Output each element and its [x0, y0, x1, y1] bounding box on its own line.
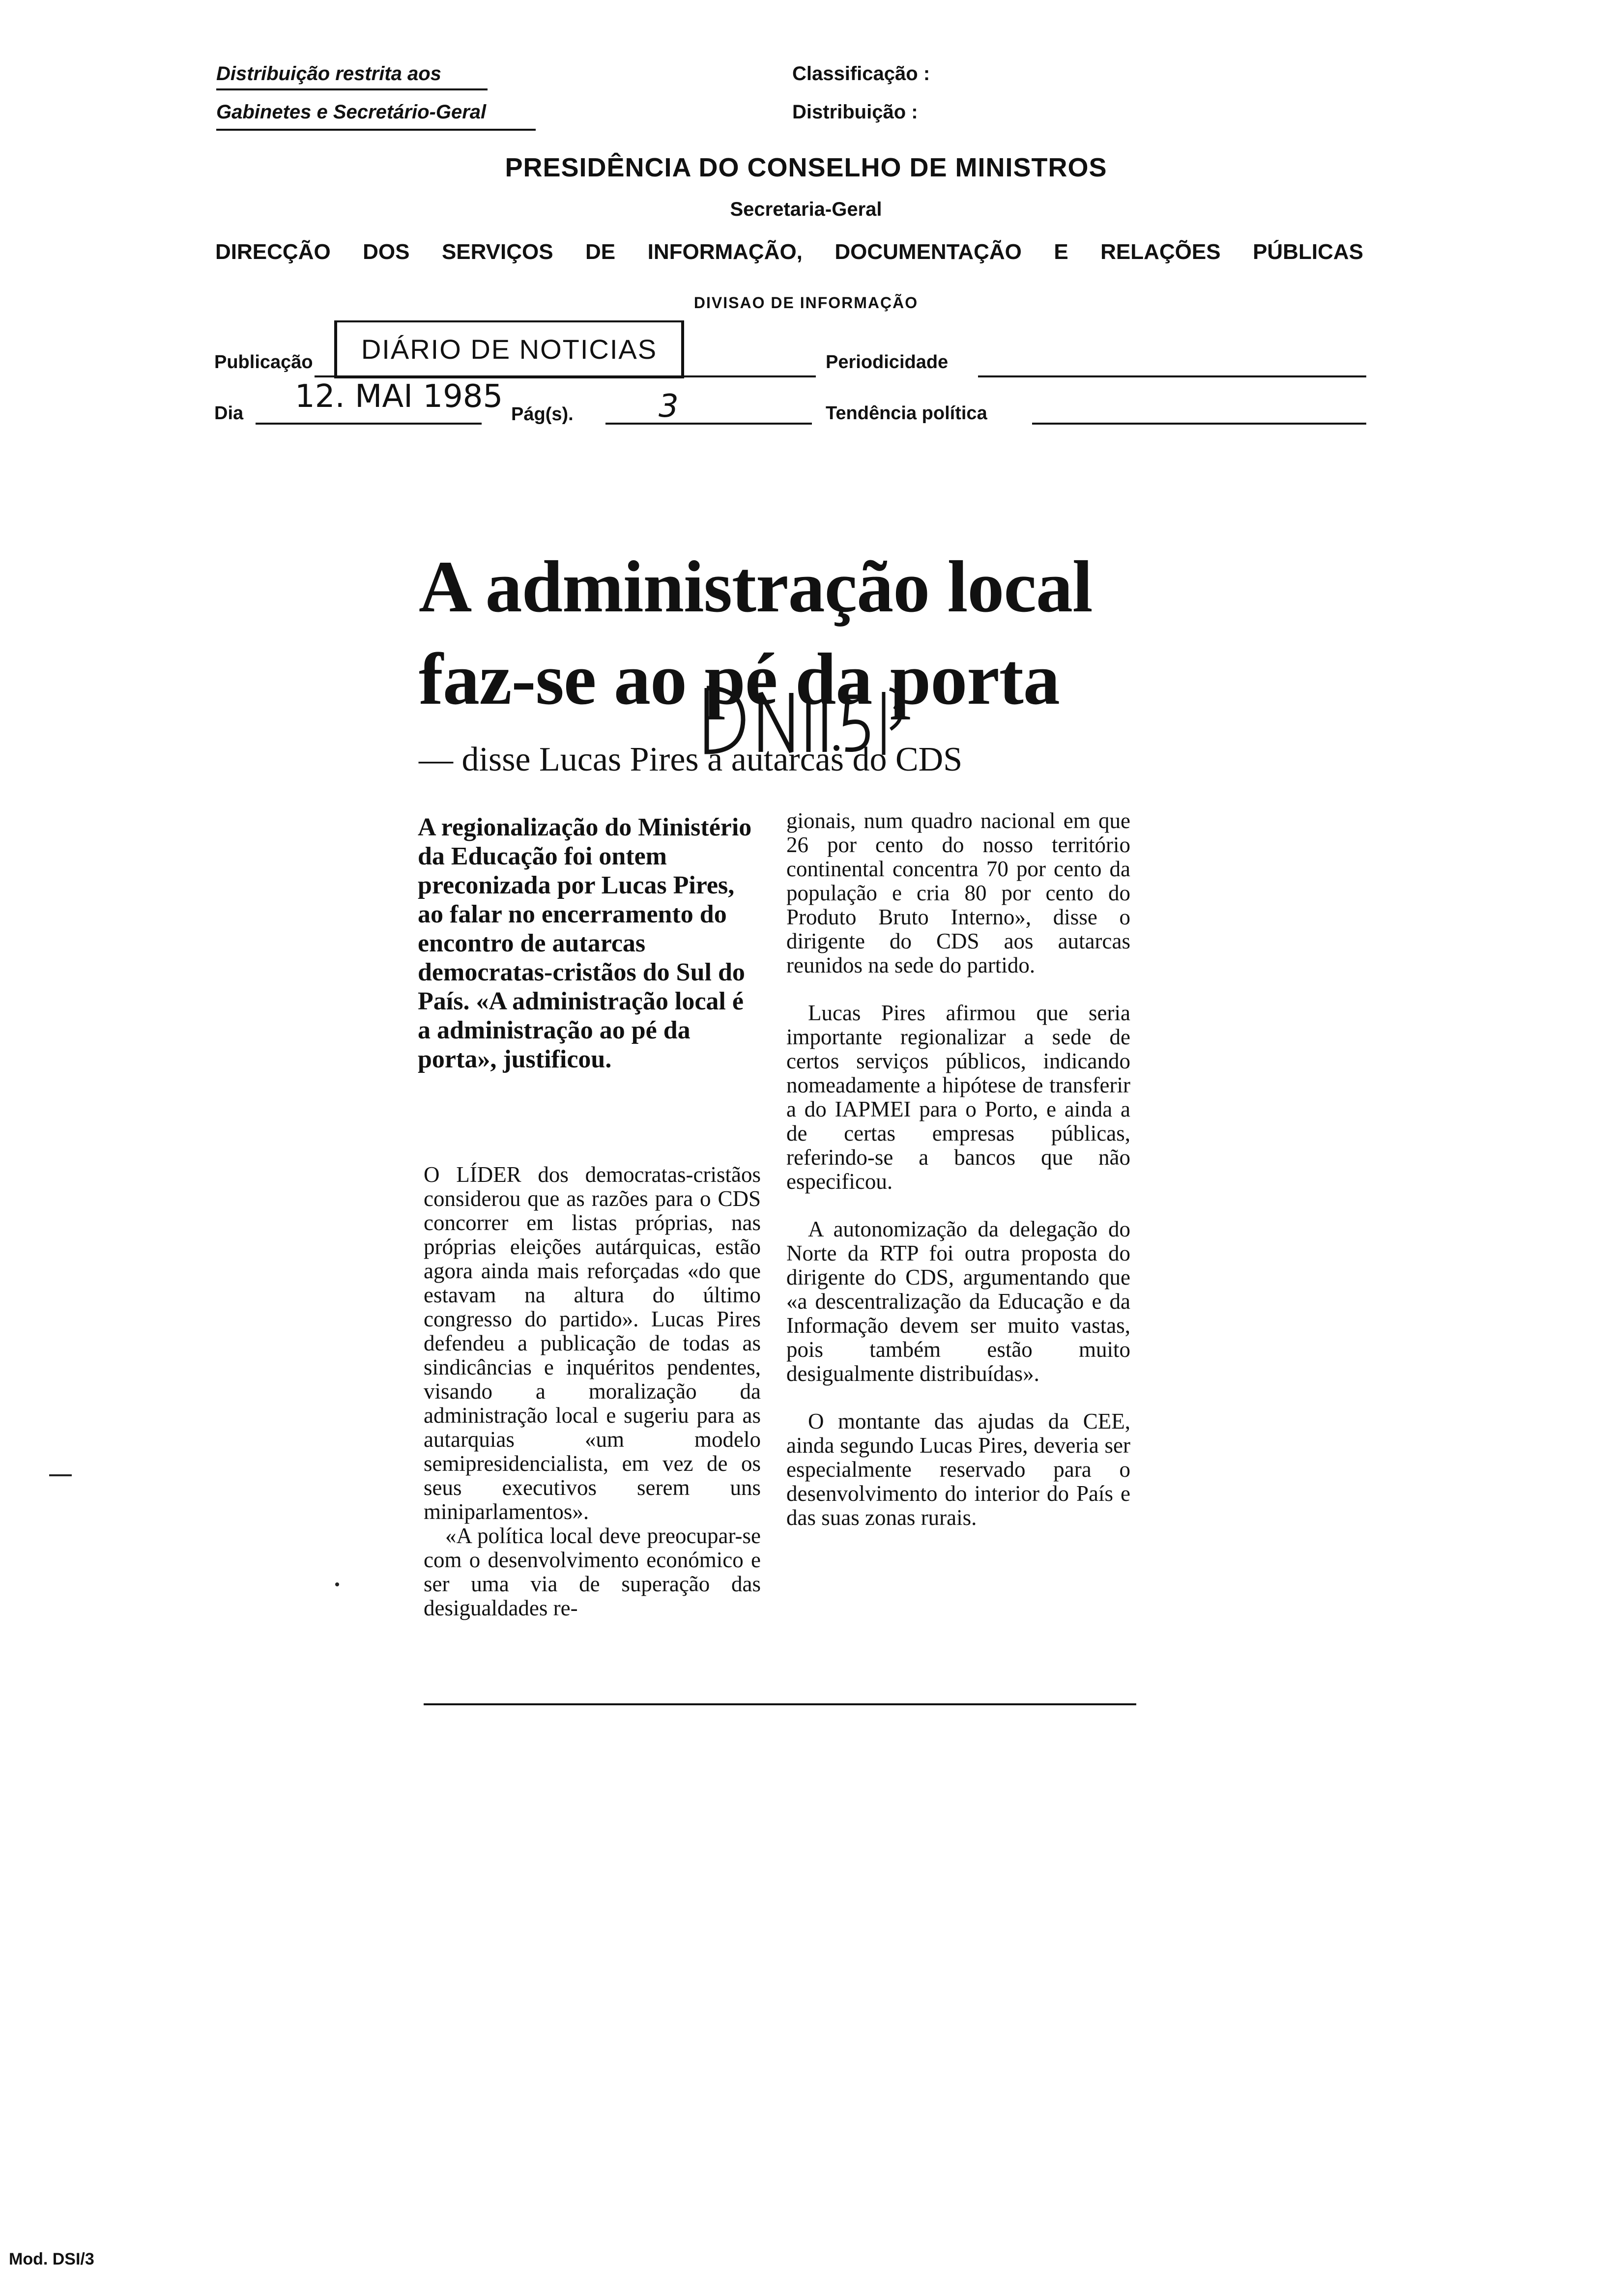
- article-column-right: [786, 809, 1130, 1530]
- publication-stamp: [334, 320, 684, 378]
- directorate-title: [215, 240, 1363, 264]
- presidency-title: PRESIDÊNCIA DO CONSELHO DE MINISTROS: [505, 153, 1107, 182]
- headline-line-1: A administração local: [419, 546, 1093, 628]
- distribution-label: Distribuição :: [792, 101, 918, 123]
- periodicity-label: Periodicidade: [826, 352, 949, 373]
- secretariat-title: Secretaria-Geral: [730, 199, 882, 220]
- directorate-word: PÚBLICAS: [1253, 240, 1363, 264]
- scan-speck: [335, 1582, 339, 1586]
- article-paragraph: O LÍDER dos democratas-cristãos considerou que as razões para o CDS concorrer em listas próprias, nas próprias eleições autárquicas, estão agora ainda mais reforçadas «do que estavam na altura do último congresso do partido». Lucas Pires defendeu a publicação de todas as sindicâncias e inquéritos pendentes, visando a moralização da administração local e sugeriu para as autarquias «um modelo semipresidencialista, em vez de os seus executivos serem uns miniparlamentos».: [424, 1162, 761, 1524]
- pages-handwritten-value: 3: [659, 388, 679, 425]
- distribution-cabinets-line: Gabinetes e Secretário-Geral: [216, 101, 487, 123]
- day-field-line: [256, 423, 482, 425]
- pages-label: Pág(s).: [511, 404, 574, 425]
- day-label: Dia: [214, 403, 244, 424]
- political-tendency-field-line: [1032, 423, 1366, 425]
- directorate-word: DE: [585, 240, 616, 264]
- scan-mark: [49, 1474, 72, 1476]
- publication-value: DIÁRIO DE NOTICIAS: [361, 333, 658, 365]
- division-title: DIVISAO DE INFORMAÇÃO: [693, 294, 919, 312]
- article-paragraph: Lucas Pires afirmou que seria importante regionalizar a sede de certos serviços públicos, indicando nomeadamente a hipótese de transferir a do IAPMEI para o Porto, e ainda a de certas empresas públicas, referindo-se a bancos que não especificou.: [786, 1001, 1130, 1194]
- article-column-left: [424, 1163, 761, 1620]
- article-paragraph: O montante das ajudas da CEE, ainda segundo Lucas Pires, deveria ser especialmente reservado para o desenvolvimento do interior do País e das suas zonas rurais.: [786, 1409, 1130, 1530]
- distribution-underline-2: [216, 129, 536, 131]
- classification-label: Classificação :: [792, 63, 930, 85]
- directorate-word: SERVIÇOS: [441, 240, 553, 264]
- article-end-rule: [424, 1703, 1136, 1705]
- directorate-word: DOCUMENTAÇÃO: [835, 240, 1022, 264]
- directorate-word: RELAÇÕES: [1100, 240, 1221, 264]
- periodicity-field-line: [978, 375, 1366, 377]
- day-stamp-value: 12. MAI 1985: [295, 378, 503, 415]
- headline-line-2: faz-se ao pé da porta: [419, 638, 1060, 720]
- directorate-word: DOS: [363, 240, 410, 264]
- article-paragraph: «A política local deve preocupar-se com o desenvolvimento económico e ser uma via de superação das desigualdades re-: [424, 1523, 761, 1620]
- publication-label: Publicação: [214, 352, 313, 373]
- directorate-word: DIRECÇÃO: [215, 240, 331, 264]
- distribution-restricted-line: Distribuição restrita aos: [216, 63, 441, 85]
- article-subheadline: — disse Lucas Pires a autarcas do CDS: [419, 741, 963, 778]
- article-lead: A regionalização do Ministério da Educação foi ontem preconizada por Lucas Pires, ao falar no encerramento do encontro de autarcas democratas-cristãos do Sul do País. «A administração local é a administração ao pé da porta», justificou.: [418, 813, 752, 1073]
- directorate-word: E: [1054, 240, 1068, 264]
- article-paragraph: A autonomização da delegação do Norte da RTP foi outra proposta do dirigente do CDS, argumentando que «a descentralização da Educação e da Informação devem ser muito vastas, pois também estão muito desigualmente distribuídas».: [786, 1217, 1130, 1386]
- pages-field-line: [605, 423, 812, 425]
- distribution-underline-1: [216, 88, 488, 90]
- form-code: Mod. DSI/3: [9, 2250, 94, 2268]
- directorate-word: INFORMAÇÃO,: [647, 240, 803, 264]
- political-tendency-label: Tendência política: [826, 403, 987, 424]
- article-paragraph: gionais, num quadro nacional em que 26 por cento do nosso território continental concentra 70 por cento da população e cria 80 por cento do Produto Bruto Interno», disse o dirigente do CDS aos autarcas reunidos na sede do partido.: [786, 808, 1130, 977]
